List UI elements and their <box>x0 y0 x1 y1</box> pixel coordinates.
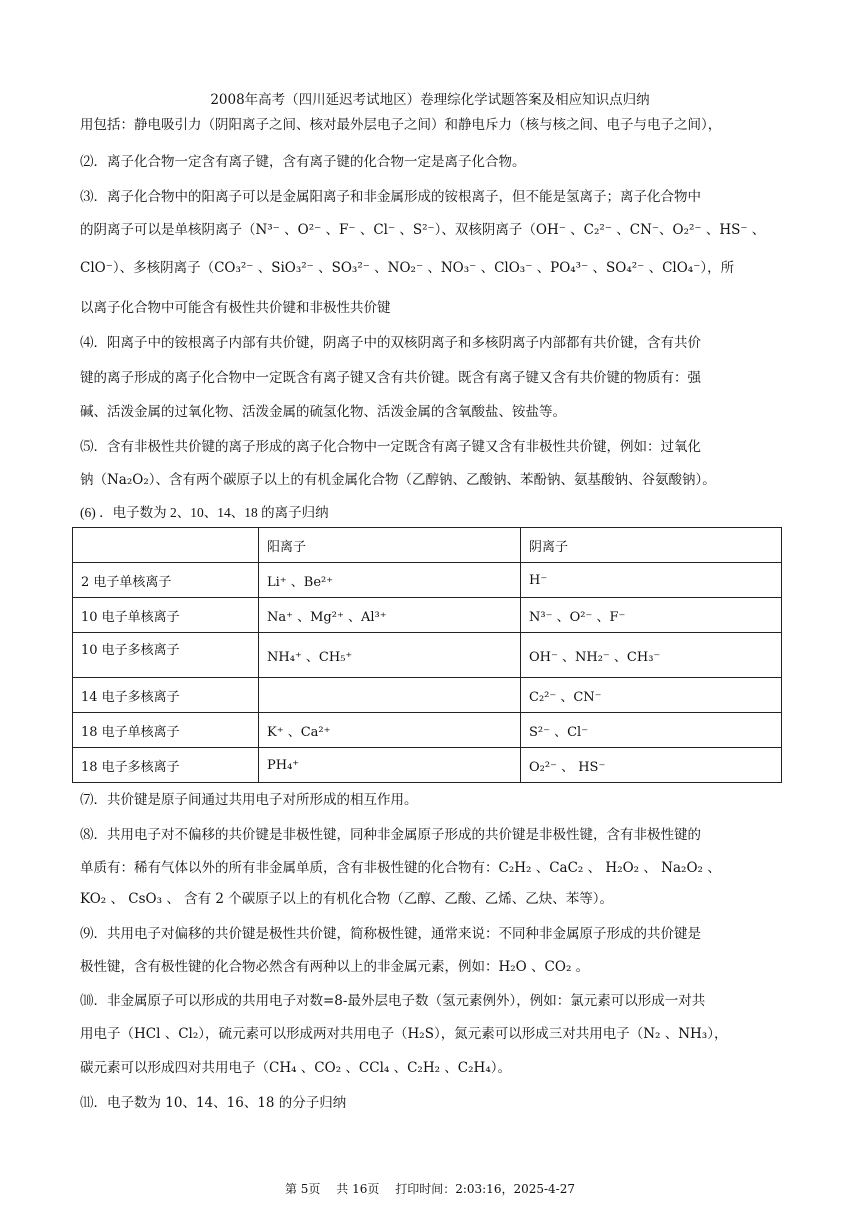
table-header-cell: 阴离子 <box>521 528 782 563</box>
paragraph-line: 用电子（HCl 、Cl₂），硫元素可以形成两对共用电子（H₂S），氮元素可以形成三对共用电子（N₂ 、NH₃）， <box>80 1026 728 1042</box>
paragraph-line: 以离子化合物中可能含有极性共价键和非极性共价键 <box>80 300 391 316</box>
section-heading: (6) ．电子数为 2、10、14、18 的离子归纳 <box>80 505 329 520</box>
table-cell: 10 电子单核离子 <box>73 598 259 633</box>
table-cell: O₂²⁻ 、 HS⁻ <box>521 748 782 783</box>
page-footer <box>0 1180 860 1197</box>
table-cell: OH⁻ 、NH₂⁻ 、CH₃⁻ <box>521 633 782 678</box>
ion-table <box>72 527 782 783</box>
paragraph-line: ⑼．共用电子对偏移的共价键是极性共价键，简称极性键，通常来说：不同种非金属原子形成的共价键是 <box>80 926 701 942</box>
paragraph-line: 键的离子形成的离子化合物中一定既含有离子键又含有共价键。既含有离子键又含有共价键的物质有：强 <box>80 370 701 386</box>
table-cell: NH₄⁺ 、CH₅⁺ <box>259 633 521 678</box>
table-row <box>73 748 782 783</box>
table-cell: Na⁺ 、Mg²⁺ 、Al³⁺ <box>259 598 521 633</box>
table-cell: K⁺ 、Ca²⁺ <box>259 713 521 748</box>
paragraph-line: KO₂ 、 CsO₃ 、 含有 2 个碳原子以上的有机化合物（乙醇、乙酸、乙烯、乙炔、苯等）。 <box>80 891 614 907</box>
table-header-cell <box>73 528 259 563</box>
paragraph-line: 单质有：稀有气体以外的所有非金属单质，含有非极性键的化合物有：C₂H₂ 、CaC₂ 、 H₂O₂ 、 Na₂O₂ 、 <box>80 860 721 876</box>
table-cell: 18 电子单核离子 <box>73 713 259 748</box>
paragraph-line: 的阴离子可以是单核阴离子（N³⁻ 、O²⁻ 、F⁻ 、Cl⁻ 、S²⁻）、双核阴离子（OH⁻ 、C₂²⁻ 、CN⁻、O₂²⁻ 、HS⁻ 、 <box>80 222 766 238</box>
paragraph-line: ⑶．离子化合物中的阳离子可以是金属阳离子和非金属形成的铵根离子，但不能是氢离子；离子化合物中 <box>80 189 701 205</box>
paragraph-line: 用包括：静电吸引力（阴阳离子之间、核对最外层电子之间）和静电斥力（核与核之间、电子与电子之间）， <box>80 117 722 133</box>
table-cell: H⁻ <box>521 563 782 598</box>
table-header-row <box>73 528 782 563</box>
table-cell: 18 电子多核离子 <box>73 748 259 783</box>
table-cell: 10 电子多核离子 <box>73 633 259 678</box>
paragraph-line: ⑾．电子数为 10、14、16、18 的分子归纳 <box>80 1095 347 1111</box>
paragraph-line: ClO⁻）、多核阴离子（CO₃²⁻ 、SiO₃²⁻ 、SO₃²⁻ 、NO₂⁻ 、NO₃⁻ 、ClO₃⁻ 、PO₄³⁻ 、SO₄²⁻ 、ClO₄⁻），所 <box>80 260 735 276</box>
table-cell: C₂²⁻ 、CN⁻ <box>521 678 782 713</box>
paragraph-line: ⑸．含有非极性共价键的离子形成的离子化合物中一定既含有离子键又含有非极性共价键，例如：过氧化 <box>80 439 701 455</box>
table-cell: PH₄⁺ <box>259 748 521 783</box>
table-header-cell: 阳离子 <box>259 528 521 563</box>
table-row <box>73 713 782 748</box>
page-number: 第 5页 <box>284 1182 321 1196</box>
paragraph-line: ⑵．离子化合物一定含有离子键，含有离子键的化合物一定是离子化合物。 <box>80 154 526 170</box>
table-cell: Li⁺ 、Be²⁺ <box>259 563 521 598</box>
table-cell: S²⁻ 、Cl⁻ <box>521 713 782 748</box>
paragraph-line: 钠（Na₂O₂）、含有两个碳原子以上的有机金属化合物（乙醇钠、乙酸钠、苯酚钠、氨基酸钠、谷氨酸钠）。 <box>80 472 716 488</box>
paragraph-line: ⑻．共用电子对不偏移的共价键是非极性键，同种非金属原子形成的共价键是非极性键，含有非极性键的 <box>80 827 701 843</box>
table-row <box>73 598 782 633</box>
table-row <box>73 563 782 598</box>
table-cell: 2 电子单核离子 <box>73 563 259 598</box>
table-cell: N³⁻ 、O²⁻ 、F⁻ <box>521 598 782 633</box>
print-time: 打印时间：2:03:16，2025-4-27 <box>395 1182 576 1196</box>
paragraph-line: 碱、活泼金属的过氧化物、活泼金属的硫氢化物、活泼金属的含氧酸盐、铵盐等。 <box>80 404 566 420</box>
table-row <box>73 633 782 678</box>
table-row <box>73 678 782 713</box>
page-total: 共 16页 <box>336 1182 380 1196</box>
table-cell <box>259 678 521 713</box>
paragraph-line: ⑺．共价键是原子间通过共用电子对所形成的相互作用。 <box>80 792 418 808</box>
paragraph-line: 碳元素可以形成四对共用电子（CH₄ 、CO₂ 、CCl₄ 、C₂H₂ 、C₂H₄）。 <box>80 1060 511 1076</box>
paragraph-line: ⑽．非金属原子可以形成的共用电子对数=8-最外层电子数（氢元素例外），例如：氯元素可以形成一对共 <box>80 993 706 1009</box>
table-cell: 14 电子多核离子 <box>73 678 259 713</box>
paragraph-line: ⑷．阳离子中的铵根离子内部有共价键，阴离子中的双核阴离子和多核阴离子内部都有共价键，含有共价 <box>80 335 701 351</box>
page-title: 2008年高考（四川延迟考试地区）卷理综化学试题答案及相应知识点归纳 <box>210 92 650 108</box>
paragraph-line: 极性键，含有极性键的化合物必然含有两种以上的非金属元素，例如：H₂O 、CO₂ 。 <box>80 959 590 975</box>
